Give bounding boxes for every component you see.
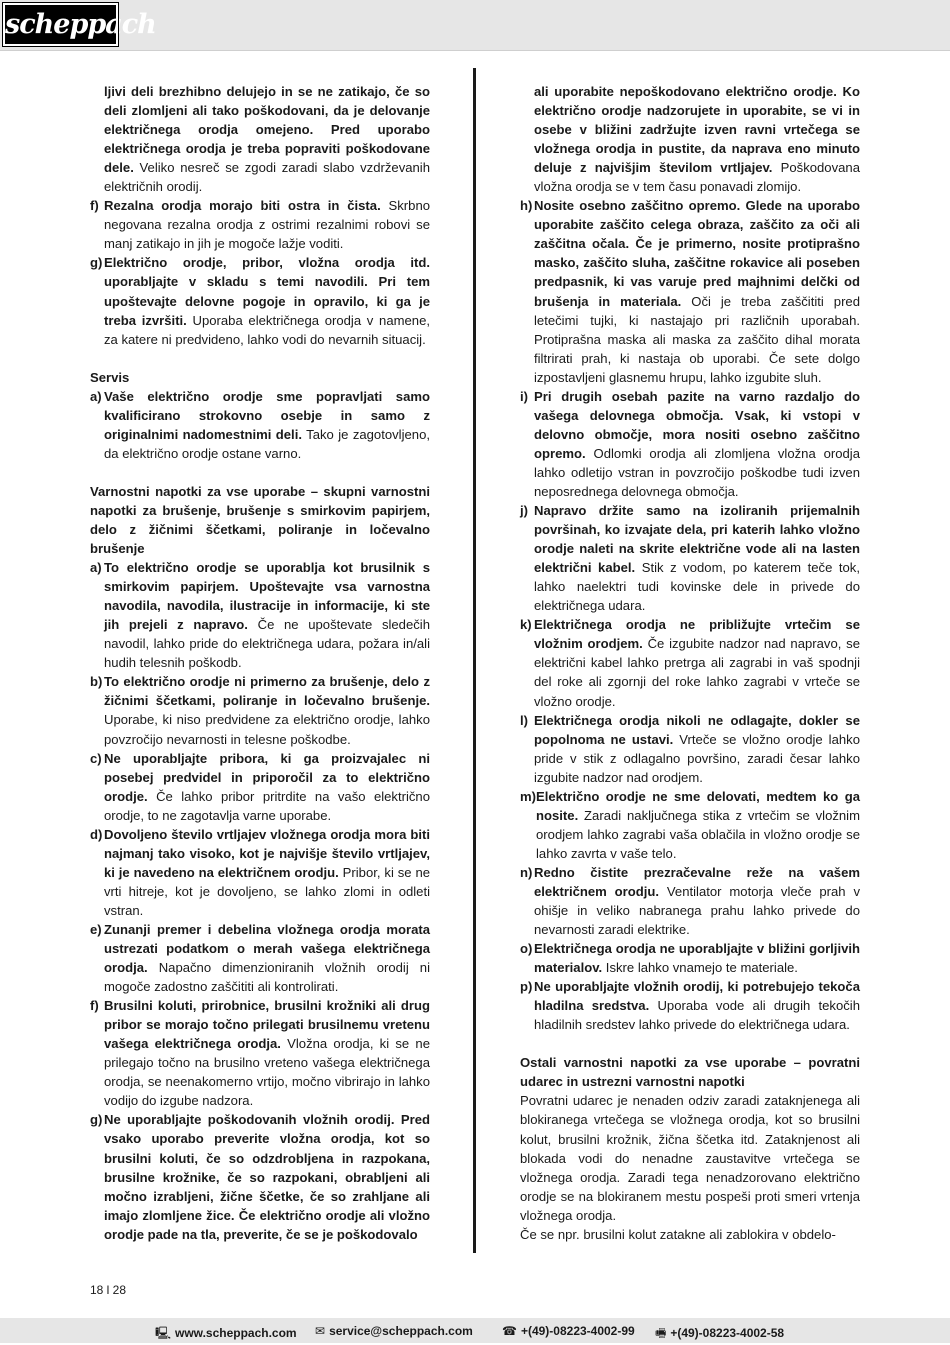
computer-icon: 🖳 xyxy=(155,1326,172,1340)
footer-phone[interactable]: ☎ +(49)-08223-4002-99 xyxy=(502,1324,635,1338)
continued-item: ali uporabite nepoškodovano električno orodje. Ko električno orodje nadzorujete in uporabite, se vi in osebe v bližini zadržujte izven ravni vrtečega se vložnega orodja in pustite, da naprava eno minuto deluje z najvišjim številom vrtljajev. Poškodovana vložna orodja se v tem času ponavadi zlomijo. xyxy=(534,84,860,195)
list-item: j) Napravo držite samo na izoliranih prijemalnih površinah, ko izvajate dela, pri katerih lahko vložno orodje naleti na skrite električne vode ali na lasten električni kabel. Stik z vodom, po katerem teče tok, lahko naelektri tudi kovinske dele in privede do električnega udara. xyxy=(520,503,860,614)
list-item: h) Nosite osebno zaščitno opremo. Glede na uporabo uporabite zaščito celega obraza, zaščito za oči ali zaščitna očala. Če je primerno, nosite protiprašno masko, zaščito sluha, zaščitne rokavice ali poseben predpasnik, ki vas varuje pred majhnimi delčki od brušenja in materiala. Oči je treba zaščititi pred letečimi tujki, ki nastajajo pri različnih uporabah. Protiprašna maska ali maska za zaščito dihal morata filtrirati prah, ki nastaja ob uporabi. Če sete dolgo izpostavljeni glasnemu hrupu, lahko izgubite sluh. xyxy=(520,198,860,385)
left-column xyxy=(90,82,430,1244)
list-item: n) Redno čistite prezračevalne reže na vašem električnem orodju. Ventilator motorja vleče prah v ohišje in veliko nabranega prahu lahko privede do nevarnosti zaradi elektrike. xyxy=(520,864,860,938)
phone-icon: ☎ xyxy=(502,1324,517,1338)
fax-icon: 🖷 xyxy=(655,1326,667,1340)
list-item: a) To električno orodje se uporablja kot brusilnik s smirkovim papirjem. Upoštevajte vsa varnostna navodila, navodila, ilustracije in informacije, ki ste jih prejeli z napravo. Če ne upoštevate sledečih navodil, lahko pride do električnega udara, požara in/ali hudih telesnih poškodb. xyxy=(90,560,430,671)
scheppach-logo: scheppach xyxy=(3,3,118,46)
list-item: a) Vaše električno orodje sme popravljati samo kvalificirano strokovno osebje in samo z originalnimi nadomestnimi deli. Tako je zagotovljeno, da električno orodje ostane varno. xyxy=(90,388,430,461)
list-item: f) Brusilni koluti, prirobnice, brusilni krožniki ali drug pribor se morajo točno prilegati brusilnemu vretenu vašega električnega orodja. Vložna orodja, ki se ne prilegajo točno na brusilno vreteno vašega električnega orodja, se neenakomerno vrtijo, močno vibrirajo in lahko vodijo do izgube nadzora. xyxy=(90,998,430,1109)
footer-fax: 🖷 +(49)-08223-4002-58 xyxy=(655,1324,784,1345)
mail-icon: ✉ xyxy=(315,1324,326,1338)
list-item: m) Električno orodje ne sme delovati, medtem ko ga nosite. Zaradi naključnega stika z vrtečim se vložnim orodjem lahko zagrabi vaša oblačila in vložno orodje se lahko zavrta v vaše telo. xyxy=(520,788,860,861)
list-item: g) Ne uporabljajte poškodovanih vložnih orodij. Pred vsako uporabo preverite vložna orodja, kot so brusilni koluti, če so odzdrobljena in razpokana, brusilne krožnike, če so razpokani, obrabljeni ali močno izrabljeni, žične ščetke, če so zrahljane ali imajo zlomljene žice. Če električno orodje ali vložno orodje pade na tla, preverite, če se je poškodovalo xyxy=(90,1112,430,1242)
list-item: c) Ne uporabljajte pribora, ki ga proizvajalec ni posebej predvidel in priporočil za to električno orodje. Če lahko pribor pritrdite na vašo električno orodje, to ne zagotavlja varne uporabe. xyxy=(90,750,430,823)
list-item: d) Dovoljeno število vrtljajev vložnega orodja mora biti najmanj tako visoko, kot je najvišje število vrtljajev, ki je navedeno na električnem orodju. Pribor, ki se ne vrti hitreje, kot je dovoljeno, se lahko zlomi in odleti vstran. xyxy=(90,826,431,918)
page-header xyxy=(0,0,950,51)
list-item: k) Električnega orodja ne približujte vrtečim se vložnim orodjem. Če izgubite nadzor nad napravo, se električni kabel lahko pretrga ali zagrabi in vaš spodnji del roke ali zgornji del roke lahko zagrabi v vrteče se vložno orodje. xyxy=(520,617,860,709)
section-heading: Servis xyxy=(90,369,130,385)
list-item: p) Ne uporabljajte vložnih orodij, ki potrebujejo tekoča hladilna sredstva. Uporaba vode ali drugih tekočih hladilnih sredstev lahko privede do električnega udara. xyxy=(520,979,860,1033)
list-item: b) To električno orodje ni primerno za brušenje, delo z žičnimi ščetkami, poliranje in ločevalno brušenje. Uporabe, ki niso predvidene za električno orodje, lahko povzročijo nevarnosti in telesne poškodbe. xyxy=(90,674,430,747)
footer-email[interactable]: ✉ service@scheppach.com xyxy=(315,1324,473,1338)
right-column xyxy=(520,82,860,1244)
list-item: f) Rezalna orodja morajo biti ostra in čista. Skrbno negovana rezalna orodja z ostrimi rezalnimi robovi se manj zatikajo in jih je mogoče lažje voditi. xyxy=(90,198,431,252)
list-item: g) Električno orodje, pribor, vložna orodja itd. uporabljajte v skladu s temi navodili. Pri tem upoštevajte delovne pogoje in opravilo, ki ga je treba izvršiti. Uporaba električnega orodja v namene, za katere ni predvideno, lahko vodi do nevarnih situacij. xyxy=(90,255,430,347)
footer-web[interactable]: 🖳 www.scheppach.com xyxy=(155,1324,297,1345)
list-item: e) Zunanji premer i debelina vložnega orodja morata ustrezati podatkom o merah vašega električnega orodja. Napačno dimenzioniranih vložnih orodij ni mogoče zadostno zaščititi ali kontrolirati. xyxy=(90,921,430,995)
column-divider xyxy=(473,68,476,1253)
continued-item: ljivi deli brezhibno delujejo in se ne zatikajo, če so deli zlomljeni ali tako poškodovani, da je delovanje električnega orodja omejeno. Pred uporabo električnega orodja je treba popraviti poškodovane dele. Veliko nesreč se zgodi zaradi slabo vzdrževanih električnih orodij. xyxy=(104,84,430,195)
paragraph: Če se npr. brusilni kolut zatakne ali zablokira v obdelo- xyxy=(520,1226,836,1242)
page-footer xyxy=(0,1318,950,1343)
list-item: i) Pri drugih osebah pazite na varno razdaljo do vašega delovnega območja. Vsak, ki vstopi v delovno območje, mora nositi osebno zaščitno opremo. Odlomki orodja ali zlomljena vložna orodja lahko odletijo vstran in povzročijo poškodbe tudi izven neposrednega delovnega območja. xyxy=(520,388,860,499)
page-number: 18 l 28 xyxy=(90,1283,127,1297)
list-item: o) Električnega orodja ne uporabljajte v bližini gorljivih materialov. Iskre lahko vnamejo te materiale. xyxy=(520,941,860,976)
paragraph: Povratni udarec je nenaden odziv zaradi zataknjenega ali blokiranega vrtečega se vložnega orodja, kot so brusilni kolut, brusilni krožnik, žična ščetka itd. Zataknjenost ali blokada vodi do nenadne zaustavitve vrtečega se vložnega orodja. Zaradi tega nenadzorovano električno orodje se na blokiranem mestu pospeši proti smeri vrtenja vložnega orodja. xyxy=(520,1093,860,1223)
section-heading: Ostali varnostni napotki za vse uporabe – povratni udarec in ustrezni varnostni napotki xyxy=(520,1055,860,1090)
list-item: l) Električnega orodja nikoli ne odlagajte, dokler se popolnoma ne ustavi. Vrteče se vložno orodje lahko pride v stik z odlagalno površino, zaradi česar lahko izgubite nadzor nad orodjem. xyxy=(520,712,860,785)
section-heading: Varnostni napotki za vse uporabe – skupni varnostni napotki za brušenje, brušenje s smirkovim papirjem, delo z žičnimi ščetkami, poliranje in ločevalno brušenje xyxy=(90,483,430,557)
